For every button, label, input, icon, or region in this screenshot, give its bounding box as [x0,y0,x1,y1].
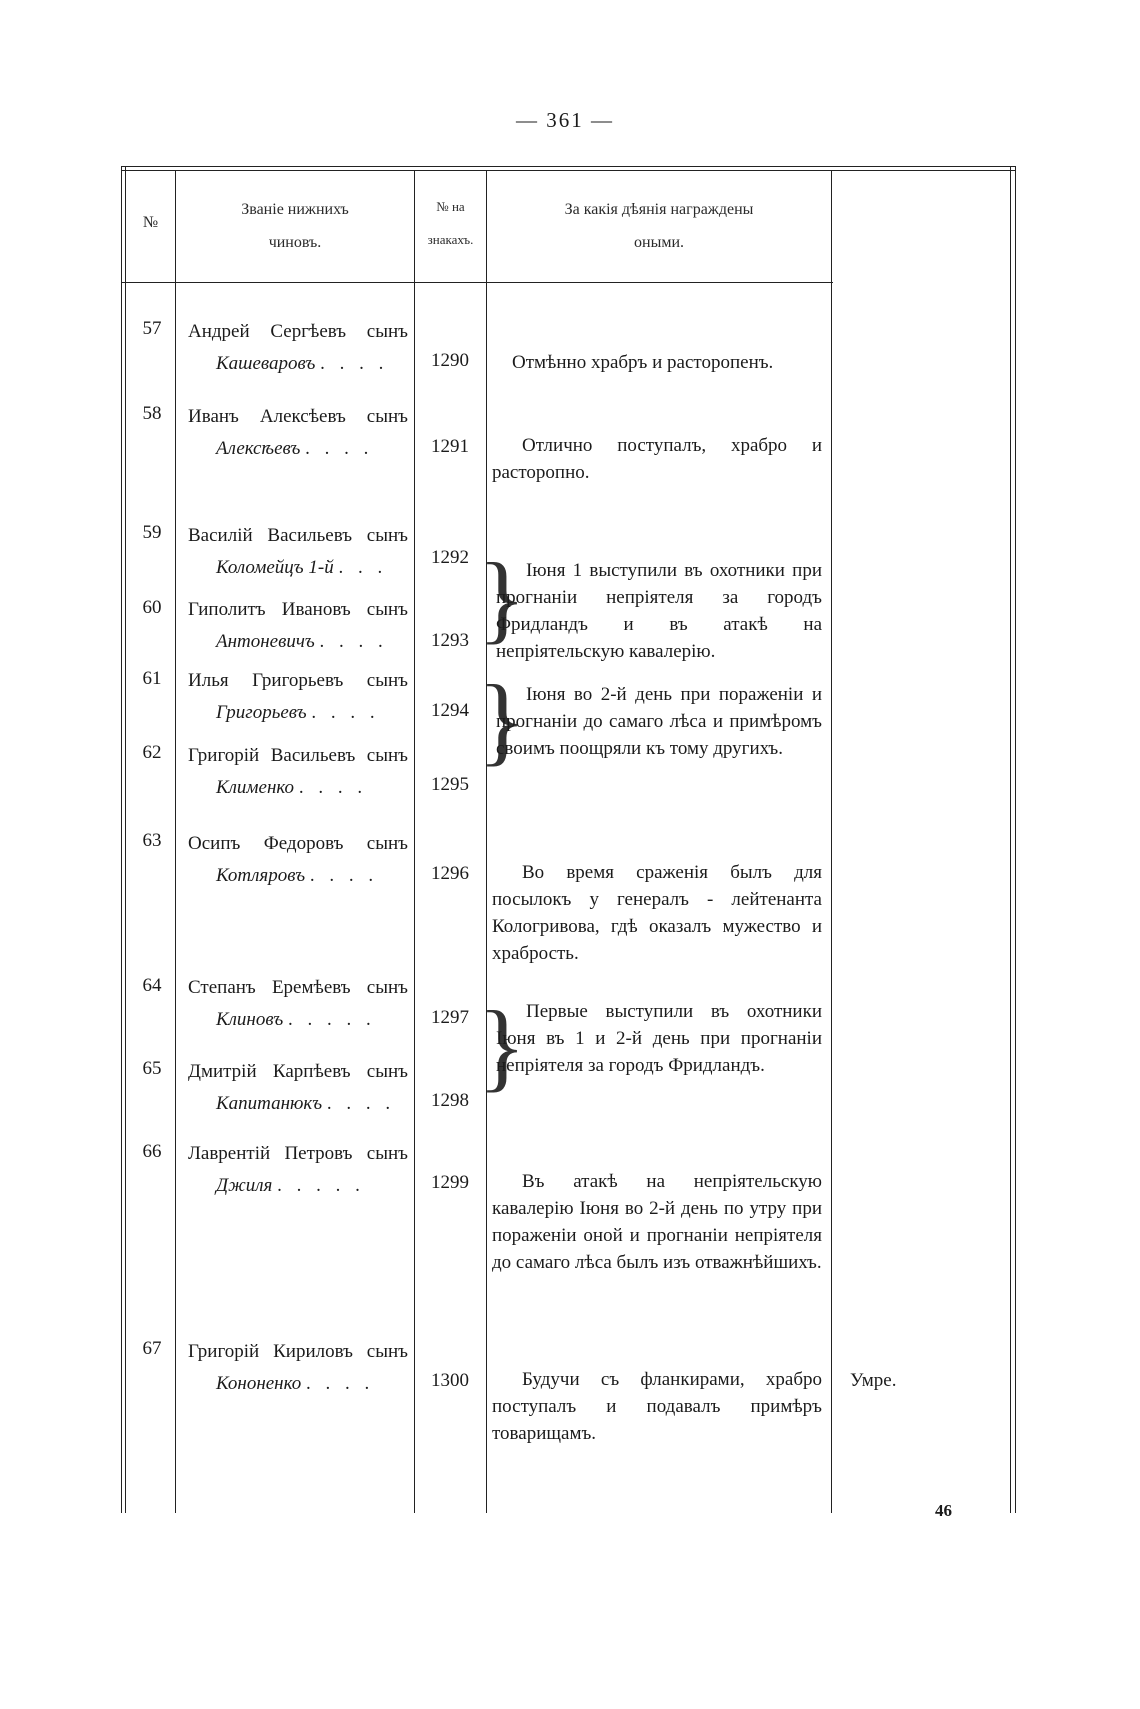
full-name: Григорій Кириловъ сынъ [188,1341,408,1362]
deed-text: Іюня 1 выступили въ охотники при прогнаніи непріятеля за городъ Фридландъ и въ атакѣ на непріятельскую кавалерію. [496,560,822,662]
full-name: Гиполитъ Ивановъ сынъ [188,599,408,620]
surname: Кононенко . . . . [216,1373,375,1394]
badge-number: 1299 [431,1172,469,1193]
header-deeds-line2: оными. [634,234,684,251]
row-number: 61 [142,668,162,689]
badge-number: 1297 [431,1007,469,1028]
row-number: 62 [142,742,162,763]
row-number: 67 [142,1338,162,1359]
badge-number: 1293 [431,630,469,651]
surname: Антоневичъ . . . . [216,631,388,652]
surname: Клиновъ . . . . . [216,1009,376,1030]
brace-rows-59-60: } [478,542,526,653]
full-name: Андрей Сергѣевъ сынъ [188,321,408,342]
header-badge-line2: знакахъ. [427,232,474,247]
badge-number: 1296 [431,863,469,884]
header-badge [415,190,486,256]
rank-entry [188,740,408,804]
rank-entry [188,520,408,584]
deed-text: Отмѣнно храбръ и расторопенъ. [512,352,774,373]
rank-entry [188,828,408,892]
rank-entry [188,665,408,729]
row-number: 63 [142,830,162,851]
header-rank-line2: чиновъ. [268,234,322,251]
row-number: 65 [142,1058,162,1079]
rank-entry [188,316,408,380]
row-number: 64 [142,975,162,996]
page-number: — 361 — [516,108,614,132]
surname: Кашеваровъ . . . . [216,353,389,374]
header-deeds [487,193,831,259]
header-rank [176,193,414,259]
surname: Джиля . . . . . [216,1175,365,1196]
deed-text: Отлично поступалъ, храбро и расторопно. [492,435,822,483]
surname: Клименко . . . . [216,777,368,798]
deed-text: Будучи съ фланкирами, храбро поступалъ и подавалъ примѣръ товарищамъ. [492,1369,822,1444]
rank-entry [188,401,408,465]
header-number: № [142,214,159,231]
full-name: Василій Васильевъ сынъ [188,525,408,546]
row-number: 58 [142,403,162,424]
surname: Алексѣевъ . . . . [216,438,374,459]
deed-text: Въ атакѣ на непріятельскую кавалерію Іюня во 2-й день по утру при пораженіи оной и прогнаніи непріятеля до самаго лѣса былъ изъ отважнѣйшихъ. [492,1171,822,1273]
full-name: Осипъ Федоровъ сынъ [188,833,408,854]
badge-number: 1290 [431,350,469,371]
header-rank-line1: Званіе нижнихъ [241,201,349,218]
badge-number: 1295 [431,774,469,795]
full-name: Лаврентій Петровъ сынъ [188,1143,408,1164]
full-name: Дмитрій Карпѣевъ сынъ [188,1061,408,1082]
brace-rows-61-62: } [478,664,526,775]
surname: Капитанюкъ . . . . [216,1093,396,1114]
full-name: Илья Григорьевъ сынъ [188,670,408,691]
header-deeds-line1: За какія дѣянія награждены [564,201,754,218]
row-number: 60 [142,597,162,618]
rank-entry [188,594,408,658]
surname: Котляровъ . . . . [216,865,379,886]
row-number: 59 [142,522,162,543]
header-badge-line1: № на [436,199,465,214]
sheet-mark: 46 [935,1501,952,1520]
badge-number: 1291 [431,436,469,457]
deed-text: Первые выступили въ охотники Іюня въ 1 и 2-й день при прогнаніи непріятеля за городъ Фридландъ. [496,1001,822,1076]
full-name: Степанъ Еремѣевъ сынъ [188,977,408,998]
full-name: Иванъ Алексѣевъ сынъ [188,406,408,427]
badge-number: 1300 [431,1370,469,1391]
badge-number: 1292 [431,547,469,568]
rank-entry [188,1336,408,1400]
row-number: 66 [142,1141,162,1162]
badge-number: 1294 [431,700,469,721]
remark-text: Умре. [850,1370,897,1391]
row-number: 57 [142,318,162,339]
deed-text: Во время сраженія былъ для посылокъ у генералъ - лейтенанта Кологривова, гдѣ оказалъ мужество и храбрость. [492,862,822,964]
full-name: Григорій Васильевъ сынъ [188,745,408,766]
badge-number: 1298 [431,1090,469,1111]
surname: Григорьевъ . . . . [216,702,380,723]
rank-entry [188,972,408,1036]
rank-entry [188,1138,408,1202]
rank-entry [188,1056,408,1120]
brace-rows-64-65: } [478,990,526,1101]
surname: Коломейцъ 1-й . . . [216,557,388,578]
deed-text: Іюня во 2-й день при пораженіи и прогнаніи до самаго лѣса и примѣромъ своимъ поощряли къ тому другихъ. [496,684,822,759]
